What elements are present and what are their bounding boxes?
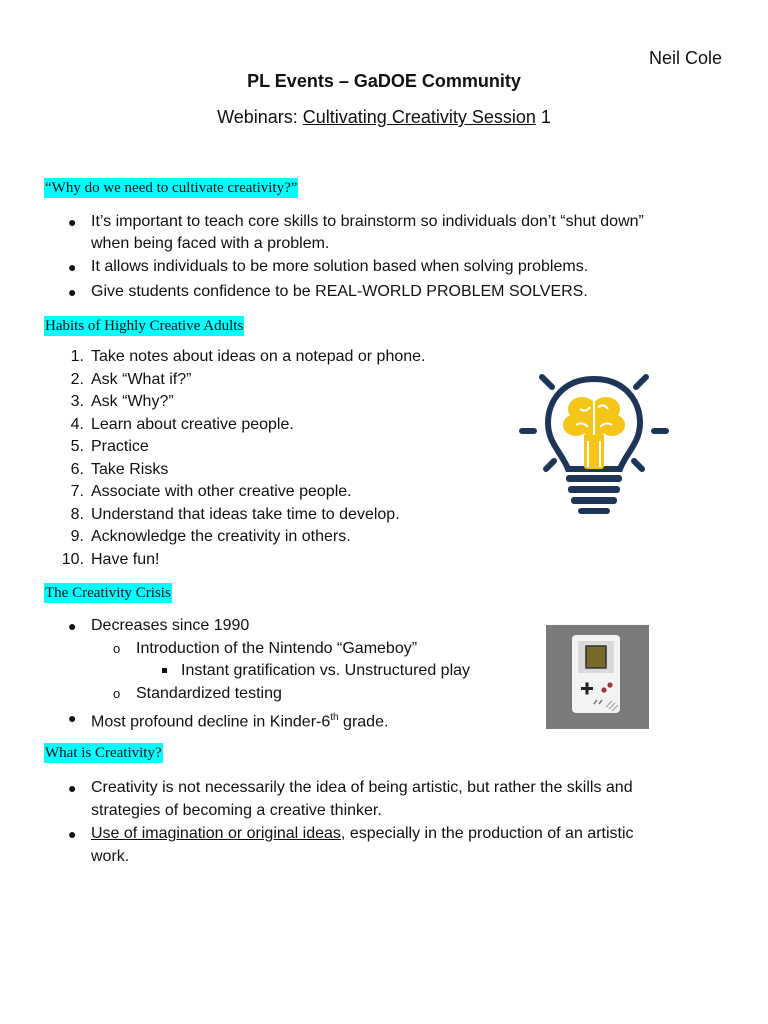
subtitle-session-link: Cultivating Creativity Session <box>302 107 536 127</box>
page-title: PL Events – GaDOE Community <box>247 71 521 91</box>
subtitle-suffix: 1 <box>535 107 551 127</box>
bullet-dot: ● <box>68 284 77 300</box>
definition-link[interactable]: Use of imagination or original ideas <box>91 825 341 842</box>
list-item <box>91 707 388 734</box>
list-item-text: , especially in the production of an artistic <box>340 825 634 842</box>
list-item: Learn about creative people. <box>91 415 294 433</box>
list-item-text: Most profound decline in Kinder-6 <box>91 713 331 731</box>
bullet-square <box>162 668 167 673</box>
list-number: 9. <box>70 528 84 545</box>
list-item-text: grade. <box>338 713 389 731</box>
list-item: Take Risks <box>91 460 169 478</box>
list-item-continued: when being faced with a problem. <box>91 235 330 252</box>
section-heading-what: What is Creativity? <box>45 745 162 761</box>
list-item: Practice <box>91 438 149 455</box>
list-number: 3. <box>70 393 84 410</box>
list-item: Ask “Why?” <box>91 393 174 410</box>
list-number: 8. <box>70 505 84 523</box>
bullet-circle: o <box>113 686 121 701</box>
list-number: 5. <box>70 438 84 455</box>
list-item <box>91 823 634 846</box>
list-item: It’s important to teach core skills to brainstorm so individuals don’t “shut down” <box>91 213 644 230</box>
list-number: 1. <box>70 348 84 365</box>
list-item-continued: strategies of becoming a creative thinker. <box>91 801 382 819</box>
list-number: 6. <box>70 460 84 478</box>
list-item: Creativity is not necessarily the idea of being artistic, but rather the skills and <box>91 779 633 796</box>
list-number: 4. <box>70 415 84 433</box>
list-number: 2. <box>70 370 84 388</box>
list-number: 10. <box>61 550 84 568</box>
list-item: Associate with other creative people. <box>91 483 352 500</box>
bullet-dot: ● <box>68 710 77 726</box>
bullet-dot: ● <box>68 780 77 796</box>
list-item: Have fun! <box>91 550 160 568</box>
page-subtitle <box>0 107 768 128</box>
gameboy-icon <box>546 625 649 729</box>
list-item: Take notes about ideas on a notepad or phone. <box>91 348 426 365</box>
bullet-circle: o <box>113 641 121 656</box>
superscript: th <box>330 712 339 723</box>
lightbulb-brain-icon <box>518 365 670 517</box>
section-heading-crisis: The Creativity Crisis <box>45 585 171 601</box>
bullet-dot: ● <box>68 618 77 634</box>
list-number: 7. <box>70 483 84 500</box>
list-item: Give students confidence to be REAL-WORLD PROBLEM SOLVERS. <box>91 283 588 300</box>
bullet-dot: ● <box>68 826 77 842</box>
bullet-dot: ● <box>68 214 77 230</box>
bullet-dot: ● <box>68 259 77 275</box>
section-heading-why: “Why do we need to cultivate creativity?” <box>45 180 298 196</box>
subtitle-prefix: Webinars: <box>217 107 303 127</box>
author-name: Neil Cole <box>648 48 722 68</box>
list-item: Ask “What if?” <box>91 370 192 388</box>
list-item: Instant gratification vs. Unstructured play <box>181 662 471 679</box>
list-item: Acknowledge the creativity in others. <box>91 528 351 545</box>
list-item-continued: work. <box>91 847 130 865</box>
list-item: It allows individuals to be more solution based when solving problems. <box>91 258 589 275</box>
list-item: Introduction of the Nintendo “Gameboy” <box>136 639 418 657</box>
list-item: Standardized testing <box>136 684 282 702</box>
list-item: Understand that ideas take time to develop. <box>91 505 400 523</box>
list-item: Decreases since 1990 <box>91 617 250 634</box>
section-heading-habits: Habits of Highly Creative Adults <box>45 318 244 334</box>
